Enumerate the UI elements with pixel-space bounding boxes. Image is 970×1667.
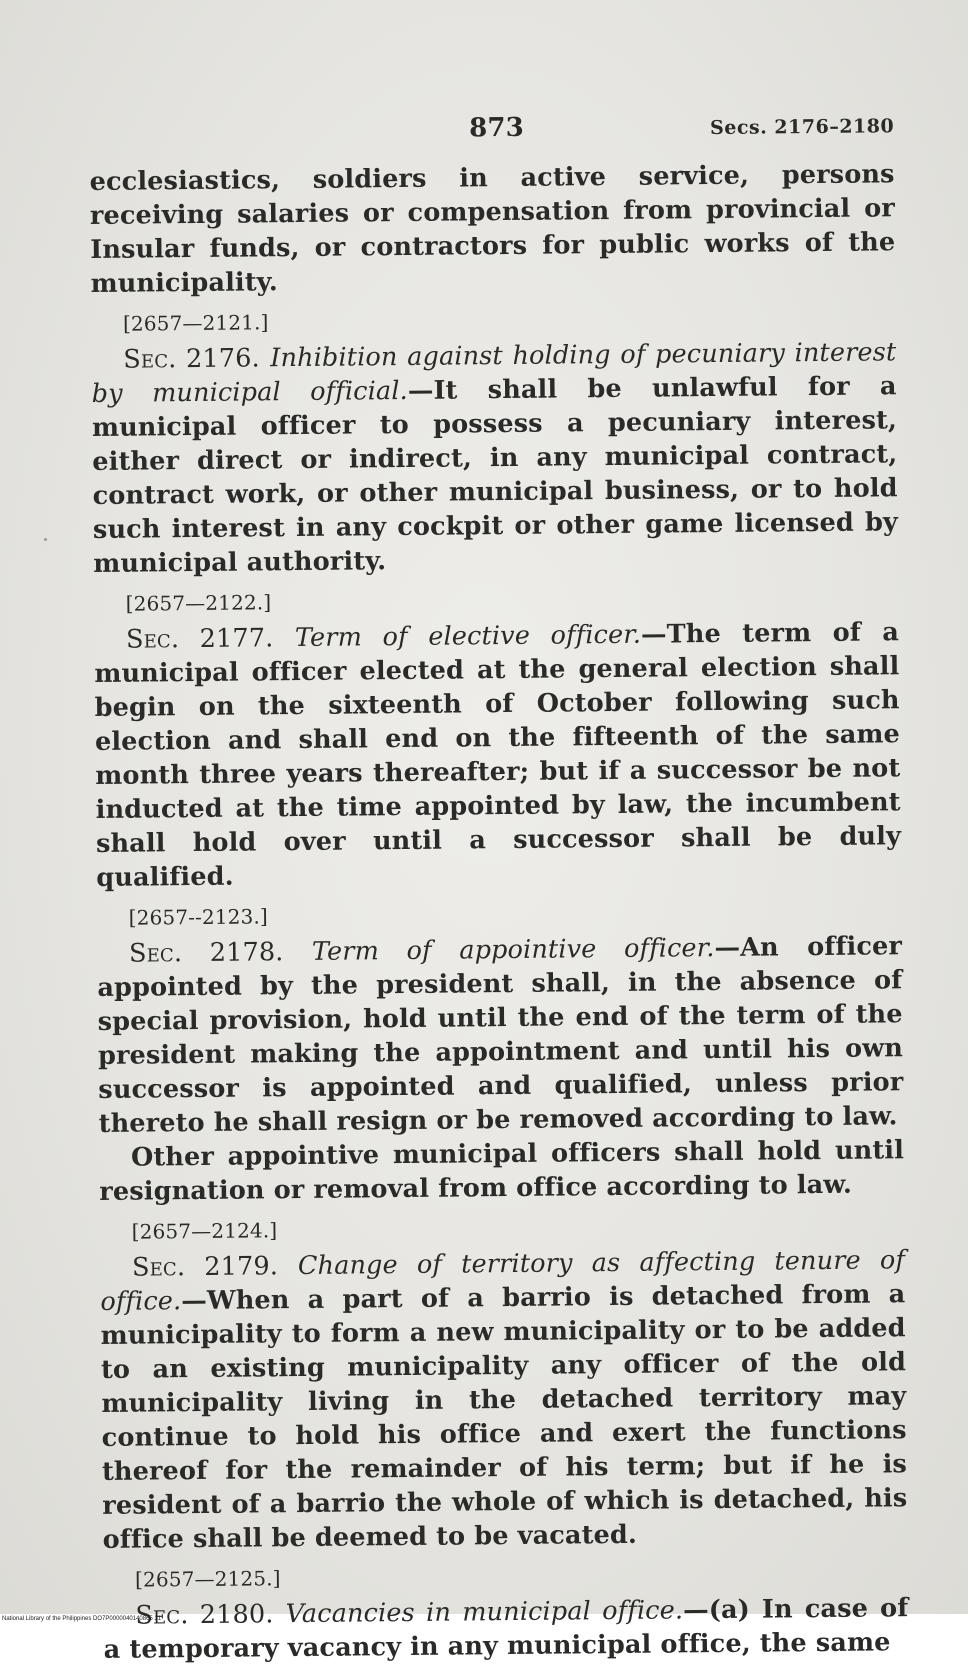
section-paragraph xyxy=(97,929,904,1141)
section-label: Sec. 2179. xyxy=(131,1251,279,1283)
citation: [2657--2123.] xyxy=(128,904,269,930)
section-extra-paragraph: Other appointive municipal officers shall hold until resignation or removal from office according to law. xyxy=(99,1135,905,1207)
section-paragraph xyxy=(103,1591,909,1667)
scan-speck xyxy=(44,538,47,541)
continuation-paragraph: ecclesiastics, soldiers in active service, persons receiving salaries or compensation from provincial or Insular funds, or contractors for public works of the municipality. xyxy=(89,159,896,299)
citation: [2657—2122.] xyxy=(125,590,272,616)
citation: [2657—2125.] xyxy=(134,1566,281,1592)
section-title: Change of territory as affecting tenure of office. xyxy=(100,1245,906,1317)
section-paragraph xyxy=(100,1243,908,1557)
citation: [2657—2121.] xyxy=(122,310,269,336)
section-body: —The term of a municipal officer elected at the general election shall begin on the sixteenth of October following such election and shall end on the fifteenth of the same month three years thereafter; but if a successor be not inducted at the time appointed by law, the incumbent shall hold over until a successor shall be duly qualified. xyxy=(94,617,902,893)
page-content xyxy=(89,107,909,1667)
scan-footer-note: National Library of the Philippines DO7P0000040140865 31 xyxy=(2,1616,162,1622)
section-label: Sec. 2180. xyxy=(135,1599,274,1631)
section-body: —When a part of a barrio is detached from a municipality to form a new municipality or to be added to an existing municipality any officer of the old municipality living in the detached territory may continue to hold his office and exert the functions thereof for the remainder of his term; but if he is resident of a barrio the whole of which is detached, his office shall be deemed to be vacated. xyxy=(100,1279,908,1555)
section-paragraph xyxy=(91,335,898,581)
page-number: 873 xyxy=(469,112,525,144)
section-body: —An officer appointed by the president shall, in the absence of special provision, hold until the end of the term of the president making the appointment and until his own successor is appointed and qualified, unless prior thereto he shall resign or be removed according to law. xyxy=(97,931,904,1139)
section-title: Inhibition against holding of pecuniary interest by municipal official. xyxy=(91,337,897,409)
section-label: Sec. 2178. xyxy=(128,937,284,969)
running-header xyxy=(89,107,894,155)
section-body: —It shall be unlawful for a municipal officer to possess a pecuniary interest, either direct or indirect, in any municipal contract, contract work, or other municipal business, or to hold such interest in any cockpit or other game licensed by municipal authority. xyxy=(91,371,899,579)
section-title: Vacancies in municipal office. xyxy=(285,1595,684,1630)
section-title: Term of appointive officer. xyxy=(311,933,715,967)
section-title: Term of elective officer. xyxy=(294,619,642,654)
section-range: Secs. 2176–2180 xyxy=(709,115,895,140)
section-label: Sec. 2177. xyxy=(125,623,274,655)
section-label: Sec. 2176. xyxy=(123,343,260,375)
citation: [2657—2124.] xyxy=(131,1218,278,1244)
section-paragraph xyxy=(94,615,902,895)
section-body: —(a) In case of a temporary vacancy in any municipal office, the same xyxy=(103,1593,909,1665)
